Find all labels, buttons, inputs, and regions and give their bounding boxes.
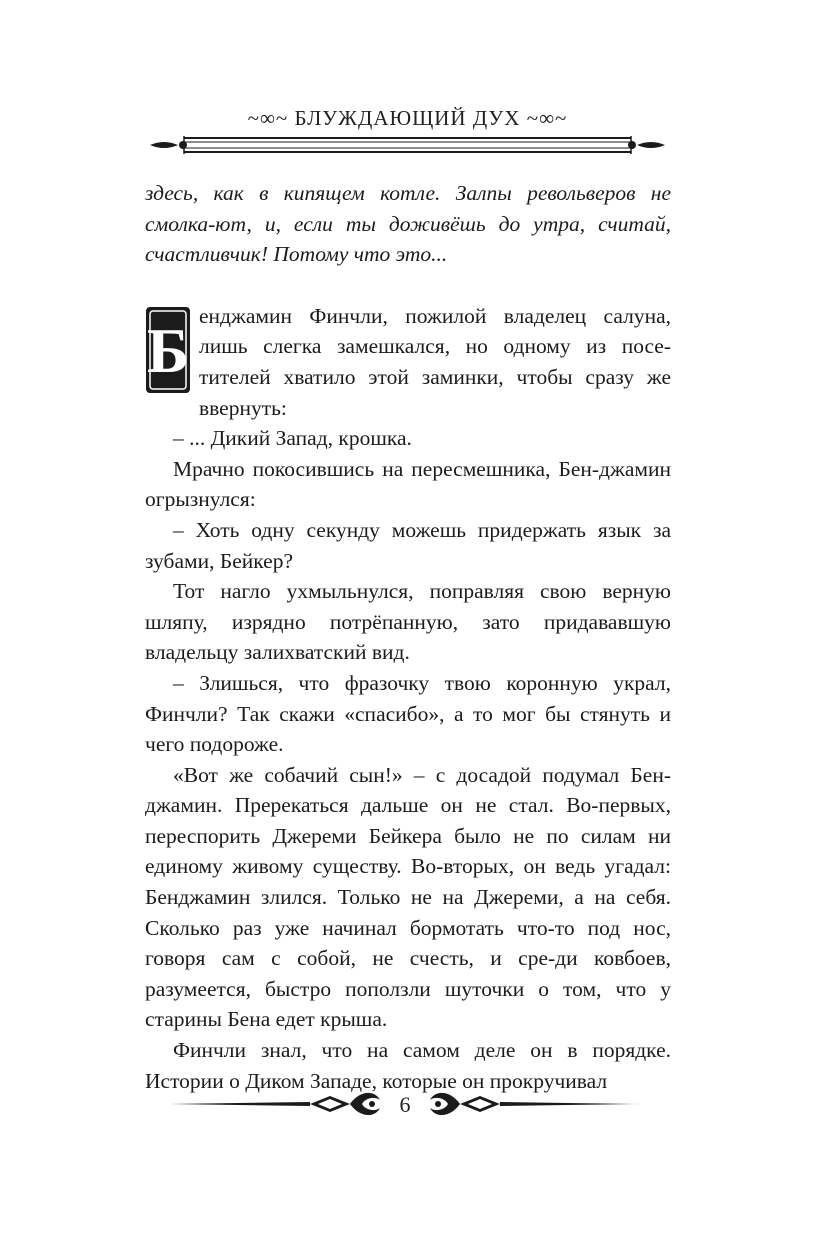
running-header — [150, 106, 665, 162]
drop-cap-letter: Б — [146, 314, 190, 386]
header-flourish-right-icon: ~∞~ — [526, 106, 568, 130]
intro-paragraph: здесь, как в кипящем котле. Залпы револьверов не смолка-ют, и, если ты доживёшь до утра, считай, счастливчик! Потому что это... — [145, 181, 671, 267]
paragraph-7: «Вот же собачий сын!» – с досадой подумал Бен-джамин. Пререкаться дальше он не стал. Во-первых, переспорить Джереми Бейкера было не по силам ни единому живому существу. Во-вторых, он ведь угадал: Бенджамин злился. Только не на Джереми, а на себя. Сколько раз уже начинал бормотать что-то под нос, говоря сам с собой, не счесть, и сре-ди ковбоев, разумеется, быстро поползли шуточки о том, что у старины Бена едет крыша. — [145, 762, 671, 1032]
paragraph-5: Тот нагло ухмыльнулся, поправляя свою верную шляпу, изрядно потрёпанную, зато придававшую владельцу залихватский вид. — [145, 579, 671, 665]
page-footer — [170, 1082, 640, 1126]
paragraph-4: – Хоть одну секунду можешь придержать язык за зубами, Бейкер? — [145, 517, 671, 573]
paragraph-8: Финчли знал, что на самом деле он в порядке. Истории о Диком Западе, которые он прокручивал — [145, 1038, 671, 1093]
paragraph-6: – Злишься, что фразочку твою коронную украл, Финчли? Так скажи «спасибо», а то мог бы стянуть и чего подороже. — [145, 670, 671, 757]
running-title: ~∞~ БЛУЖДАЮЩИЙ ДУХ ~∞~ — [247, 106, 568, 130]
page-number: 6 — [399, 1092, 411, 1117]
paragraph-1 — [145, 301, 671, 423]
page-body — [145, 178, 671, 1096]
paragraph-text: енджамин Финчли, пожилой владелец салуна, лишь слегка замешкался, но одному из посе-тителей хватило этой заминки, чтобы сразу же ввернуть: — [199, 303, 671, 420]
paragraph-2: – ... Дикий Запад, крошка. — [173, 426, 412, 451]
header-flourish-left-icon: ~∞~ — [247, 106, 289, 130]
drop-cap — [145, 306, 191, 394]
header-ornamental-rule-icon — [150, 128, 665, 162]
paragraph-3: Мрачно покосившись на пересмешника, Бен-джамин огрызнулся: — [145, 456, 671, 512]
drop-cap-frame-icon — [145, 306, 191, 394]
